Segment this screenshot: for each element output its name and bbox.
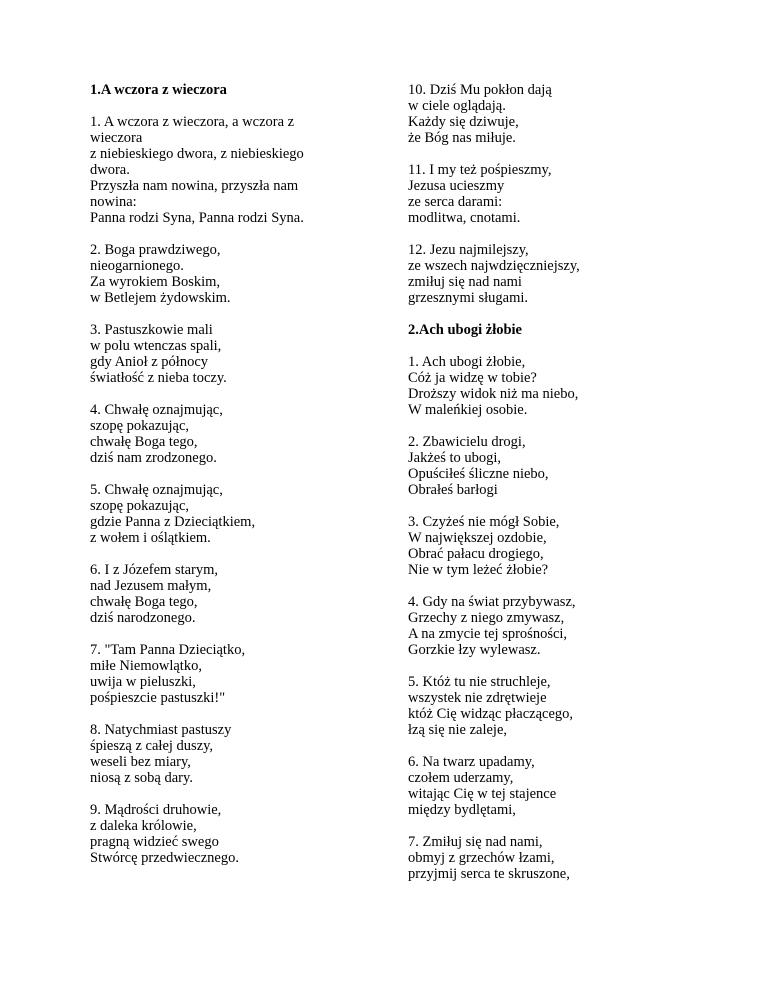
stanza-line: Za wyrokiem Boskim,: [90, 274, 221, 290]
stanza-line: wszystek nie zdrętwieje: [408, 690, 547, 706]
stanza-line: Jakżeś to ubogi,: [408, 450, 502, 466]
song-title: 1.A wczora z wieczora: [90, 82, 227, 98]
stanza-line: Panna rodzi Syna, Panna rodzi Syna.: [90, 210, 304, 226]
stanza-line: 2. Zbawicielu drogi,: [408, 434, 526, 450]
left-column: [90, 82, 350, 882]
stanza-line: pośpieszcie pastuszki!": [90, 690, 226, 706]
stanza-line: uwija w pieluszki,: [90, 674, 196, 690]
stanza: [408, 82, 668, 146]
stanza-line: witając Cię w tej stajence: [408, 786, 557, 802]
stanza-line: chwałę Boga tego,: [90, 434, 198, 450]
stanza-line: 5. Któż tu nie struchleje,: [408, 674, 551, 690]
stanza: [408, 594, 668, 658]
stanza-line: czołem uderzamy,: [408, 770, 514, 786]
stanza-line: Stwórcę przedwiecznego.: [90, 850, 239, 866]
stanza-line: w Betlejem żydowskim.: [90, 290, 231, 306]
stanza-line: chwałę Boga tego,: [90, 594, 198, 610]
stanza-line: Każdy się dziwuje,: [408, 114, 519, 130]
stanza-line: któż Cię widząc płaczącego,: [408, 706, 574, 722]
stanza-line: nowina:: [90, 194, 137, 210]
stanza-line: 3. Czyżeś nie mógł Sobie,: [408, 514, 560, 530]
stanza-line: niosą z sobą dary.: [90, 770, 193, 786]
stanza: [408, 834, 668, 882]
stanza-line: 3. Pastuszkowie mali: [90, 322, 213, 338]
stanza: [90, 642, 350, 706]
stanza-line: weseli bez miary,: [90, 754, 191, 770]
stanza-line: miłe Niemowlątko,: [90, 658, 202, 674]
stanza: [90, 322, 350, 386]
stanza-line: W największej ozdobie,: [408, 530, 547, 546]
stanza: [90, 722, 350, 786]
stanza-line: ze wszech najwdzięczniejszy,: [408, 258, 580, 274]
stanza-line: gdzie Panna z Dzieciątkiem,: [90, 514, 256, 530]
stanza-line: 5. Chwałę oznajmując,: [90, 482, 223, 498]
stanza-line: 1. Ach ubogi żłobie,: [408, 354, 526, 370]
stanza-line: w ciele oglądają.: [408, 98, 506, 114]
stanza-line: 6. I z Józefem starym,: [90, 562, 219, 578]
stanza-line: 7. "Tam Panna Dzieciątko,: [90, 642, 246, 658]
stanza-line: śpieszą z całej duszy,: [90, 738, 214, 754]
stanza-line: nad Jezusem małym,: [90, 578, 212, 594]
stanza-line: Obrać pałacu drogiego,: [408, 546, 544, 562]
stanza: [90, 114, 350, 226]
stanza-line: dziś nam zrodzonego.: [90, 450, 217, 466]
stanza-line: Obrałeś barłogi: [408, 482, 498, 498]
stanza-line: 8. Natychmiast pastuszy: [90, 722, 232, 738]
stanza-line: dziś narodzonego.: [90, 610, 196, 626]
stanza-line: modlitwa, cnotami.: [408, 210, 521, 226]
stanza-line: światłość z nieba toczy.: [90, 370, 227, 386]
stanza-line: wieczora: [90, 130, 143, 146]
stanza-line: dwora.: [90, 162, 130, 178]
stanza-line: Cóż ja widzę w tobie?: [408, 370, 537, 386]
stanza-line: z wołem i oślątkiem.: [90, 530, 211, 546]
stanza-line: 11. I my też pośpieszmy,: [408, 162, 552, 178]
stanza: [90, 802, 350, 866]
stanza-line: 9. Mądrości druhowie,: [90, 802, 222, 818]
stanza-line: 2. Boga prawdziwego,: [90, 242, 221, 258]
stanza-line: szopę pokazując,: [90, 498, 190, 514]
stanza-line: grzesznymi sługami.: [408, 290, 529, 306]
stanza: [90, 562, 350, 626]
stanza: [90, 482, 350, 546]
stanza-line: między bydlętami,: [408, 802, 516, 818]
stanza: [408, 754, 668, 818]
stanza-line: przyjmij serca te skruszone,: [408, 866, 570, 882]
stanza-line: A na zmycie tej sprośności,: [408, 626, 568, 642]
stanza-line: z daleka królowie,: [90, 818, 197, 834]
stanza: [408, 354, 668, 418]
stanza-line: Przyszła nam nowina, przyszła nam: [90, 178, 299, 194]
stanza: [408, 162, 668, 226]
stanza: [90, 402, 350, 466]
stanza-line: zmiłuj się nad nami: [408, 274, 522, 290]
stanza-line: 6. Na twarz upadamy,: [408, 754, 535, 770]
stanza-line: z niebieskiego dwora, z niebieskiego: [90, 146, 304, 162]
stanza-line: 10. Dziś Mu pokłon dają: [408, 82, 552, 98]
stanza: [408, 674, 668, 738]
stanza-line: 7. Zmiłuj się nad nami,: [408, 834, 543, 850]
stanza: [408, 514, 668, 578]
stanza-line: Jezusa ucieszmy: [408, 178, 505, 194]
stanza-line: 1. A wczora z wieczora, a wczora z: [90, 114, 295, 130]
stanza: [90, 242, 350, 306]
stanza-line: gdy Anioł z północy: [90, 354, 209, 370]
stanza-line: że Bóg nas miłuje.: [408, 130, 516, 146]
stanza-line: Grzechy z niego zmywasz,: [408, 610, 565, 626]
right-column: [408, 82, 668, 898]
stanza-line: pragną widzieć swego: [90, 834, 219, 850]
stanza-line: Nie w tym leżeć żłobie?: [408, 562, 549, 578]
stanza-line: łzą się nie zaleje,: [408, 722, 508, 738]
stanza-line: Gorzkie łzy wylewasz.: [408, 642, 541, 658]
stanza: [408, 434, 668, 498]
stanza-line: 12. Jezu najmilejszy,: [408, 242, 529, 258]
stanza-line: w polu wtenczas spali,: [90, 338, 222, 354]
stanza-line: 4. Chwałę oznajmując,: [90, 402, 223, 418]
stanza-line: 4. Gdy na świat przybywasz,: [408, 594, 576, 610]
song-title: 2.Ach ubogi żłobie: [408, 322, 522, 338]
stanza-line: Opuściłeś śliczne niebo,: [408, 466, 549, 482]
stanza-line: szopę pokazując,: [90, 418, 190, 434]
stanza-line: nieogarnionego.: [90, 258, 184, 274]
stanza-line: ze serca darami:: [408, 194, 503, 210]
stanza: [408, 242, 668, 306]
stanza-line: Droższy widok niż ma niebo,: [408, 386, 579, 402]
stanza-line: obmyj z grzechów łzami,: [408, 850, 555, 866]
stanza-line: W maleńkiej osobie.: [408, 402, 528, 418]
